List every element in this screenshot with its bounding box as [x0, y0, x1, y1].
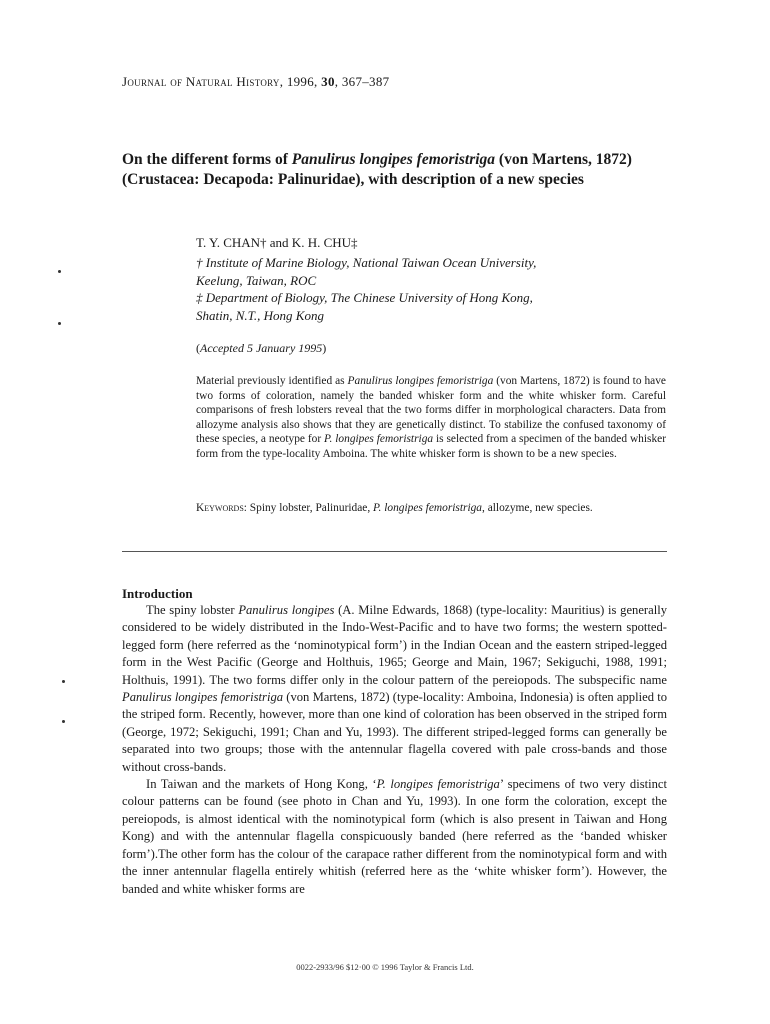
authors: T. Y. CHAN† and K. H. CHU‡ — [196, 235, 358, 250]
copyright-footer: 0022-2933/96 $12·00 © 1996 Taylor & Francis Ltd. — [296, 962, 474, 972]
abstract-s1: Material previously identified as — [196, 375, 348, 387]
accepted-close: ) — [322, 341, 327, 355]
journal-pages: , 367–387 — [334, 74, 390, 89]
scan-speck — [58, 270, 61, 273]
p1-c: (von Martens, 1872) (type-locality: Amboina, Indonesia) is often applied to the striped form. Recently, however, more than one kind of coloration has been observed in the striped form (George, 1972; Sekiguchi, 1991; Chan and Yu, 1993). The different striped-legged forms can generally be separated into two groups; those with the antennular flagella covered with pale cross-bands and those without cross-bands. — [122, 690, 667, 774]
accepted-date — [196, 341, 326, 356]
keywords-text1: : Spiny lobster, Palinuridae, — [243, 502, 374, 514]
section-divider — [122, 551, 667, 552]
title-part1: On the different forms of — [122, 151, 292, 168]
affiliation-1-line1: † Institute of Marine Biology, National Taiwan Ocean University, — [196, 255, 537, 270]
abstract-s3: is selected from a specimen of the banded whisker form from the type-locality Amboina. The white whisker form is shown to be a new species. — [196, 433, 667, 460]
abstract — [196, 374, 666, 461]
running-head — [122, 74, 389, 90]
affiliation-1-line2: Keelung, Taiwan, ROC — [196, 272, 317, 288]
accepted-text: Accepted 5 January 1995 — [200, 341, 323, 355]
p1-b: (A. Milne Edwards, 1868) (type-locality: Mauritius) is generally considered to be widely distributed in the Indo-West-Pacific and to have two forms; the western spotted-legged form (here referred as the ‘nominotypical form’) in the Indian Ocean and the eastern striped-legged form in the West Pacific (George and Holthuis, 1965; George and Main, 1967; Sekiguchi, 1988, 1991; Holthuis, 1991). The two forms differ only in the colour pattern of the pereiopods. The subspecific name — [122, 603, 668, 687]
p1-b-italic: Panulirus longipes femoristriga — [122, 690, 284, 705]
introduction-heading: Introduction — [122, 586, 193, 601]
introduction-body — [122, 602, 667, 898]
keywords-italic: P. longipes femoristriga — [373, 502, 483, 514]
abstract-s2-italic: P. longipes femoristriga — [324, 433, 434, 445]
abstract-s1-italic: Panulirus longipes femoristriga — [347, 375, 494, 387]
scan-speck — [58, 322, 61, 325]
title-species: Panulirus longipes femoristriga — [291, 151, 496, 168]
affiliations — [196, 254, 666, 324]
p2-a-italic: P. longipes femoristriga — [376, 777, 500, 792]
journal-volume: 30 — [321, 74, 335, 89]
keywords — [196, 501, 666, 516]
affiliation-2-line2: Shatin, N.T., Hong Kong — [196, 307, 324, 323]
p1-a-italic: Panulirus longipes — [238, 603, 335, 617]
journal-name: Journal of Natural History — [122, 74, 280, 89]
affiliation-2-line1: ‡ Department of Biology, The Chinese University of Hong Kong, — [196, 290, 533, 305]
p2-b: ’ specimens of two very distinct colour patterns can be found (see photo in Chan and Yu, 1993). In one form the coloration, except the pereiopods, is almost identical with the nominotypical form (which is also present in Taiwan and Hong Kong) and with the antennular flagella conspicuously banded (here referred as the ‘banded whisker form’).The other form has the colour of the carapace rather different from the nominotypical form and with the inner antennular flagella entirely whitish (referred here as the ‘white whisker form’). However, the banded and white whisker forms are — [122, 777, 667, 896]
abstract-s2: (von Martens, 1872) is found to have two forms of coloration, namely the banded whisker form and the white whisker form. Careful comparisons of fresh lobsters reveal that the two forms differ in morphological characters. Data from allozyme analysis also shows that they are genetically distinct. To stabilize the confused taxonomy of these species, a neotype for — [196, 375, 666, 445]
accepted-open: ( — [196, 341, 200, 355]
title-part2: (von Martens, 1872) (Crustacea: Decapoda: Palinuridae), with description of a new species — [122, 151, 632, 188]
scan-speck — [62, 720, 65, 723]
paper-title — [122, 150, 662, 190]
keywords-text2: , allozyme, new species. — [482, 502, 593, 514]
p2-a: In Taiwan and the markets of Hong Kong, ‘ — [146, 777, 377, 792]
introduction-paragraph-2 — [122, 776, 667, 898]
keywords-label: Keywords — [196, 502, 244, 514]
introduction-paragraph-1 — [122, 602, 667, 776]
journal-year: , 1996, — [279, 74, 322, 89]
scan-speck — [62, 680, 65, 683]
p1-a: The spiny lobster — [146, 603, 239, 617]
